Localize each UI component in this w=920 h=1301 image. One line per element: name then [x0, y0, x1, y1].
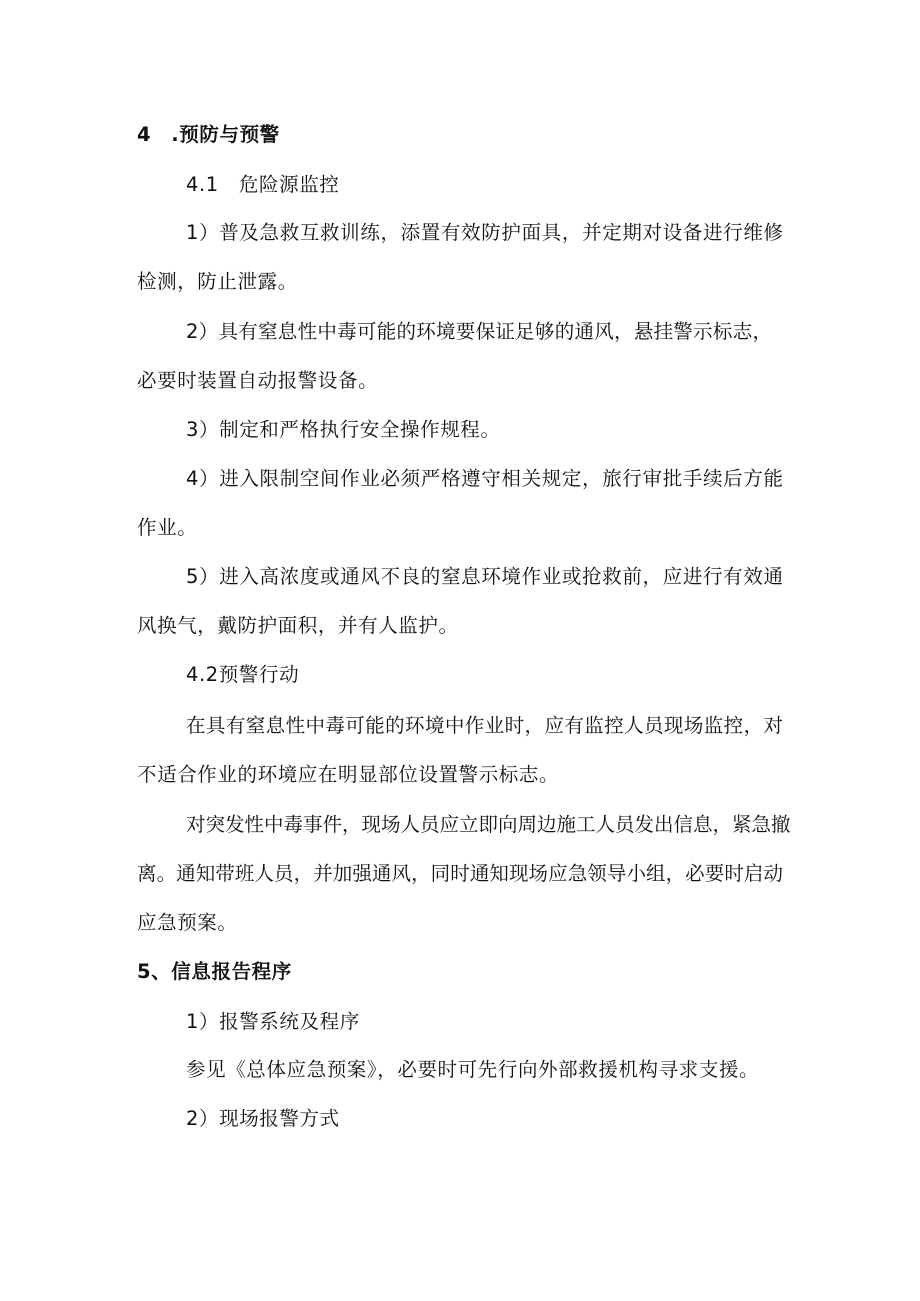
- section-5-item-1: 1）报警系统及程序: [186, 1010, 360, 1033]
- paragraph-2-line-1: 对突发性中毒事件，现场人员应立即向周边施工人员发出信息，紧急撤: [186, 813, 791, 836]
- item-4-line-1: 4）进入限制空间作业必须严格遵守相关规定，旅行审批手续后方能: [186, 467, 783, 490]
- item-1-line-2: 检测，防止泄露。: [137, 270, 298, 293]
- section-5-item-2: 2）现场报警方式: [186, 1107, 340, 1130]
- paragraph-1-line-1: 在具有窒息性中毒可能的环境中作业时，应有监控人员现场监控，对: [186, 714, 783, 737]
- section-4-heading: 4 .预防与预警: [137, 123, 280, 146]
- item-5-line-2: 风换气，戴防护面积，并有人监护。: [137, 614, 459, 637]
- paragraph-2-line-2: 离。通知带班人员，并加强通风，同时通知现场应急领导小组，必要时启动: [137, 862, 783, 885]
- item-3: 3）制定和严格执行安全操作规程。: [186, 418, 501, 441]
- paragraph-2-line-3: 应急预案。: [137, 911, 238, 934]
- subsection-4-2-heading: 4.2预警行动: [186, 663, 300, 686]
- item-2-line-2: 必要时装置自动报警设备。: [137, 369, 379, 392]
- item-5-line-1: 5）进入高浓度或通风不良的窒息环境作业或抢救前，应进行有效通: [186, 565, 783, 588]
- section-5-paragraph-1: 参见《总体应急预案》，必要时可先行向外部救援机构寻求支援。: [186, 1058, 760, 1081]
- section-5-heading: 5、信息报告程序: [137, 960, 292, 983]
- paragraph-1-line-2: 不适合作业的环境应在明显部位设置警示标志。: [137, 763, 560, 786]
- item-2-line-1: 2）具有窒息性中毒可能的环境要保证足够的通风，悬挂警示标志，: [186, 320, 772, 343]
- item-4-line-2: 作业。: [137, 516, 198, 539]
- subsection-4-1-heading: 4.1 危险源监控: [186, 173, 340, 196]
- item-1-line-1: 1）普及急救互救训练，添置有效防护面具，并定期对设备进行维修: [186, 221, 783, 244]
